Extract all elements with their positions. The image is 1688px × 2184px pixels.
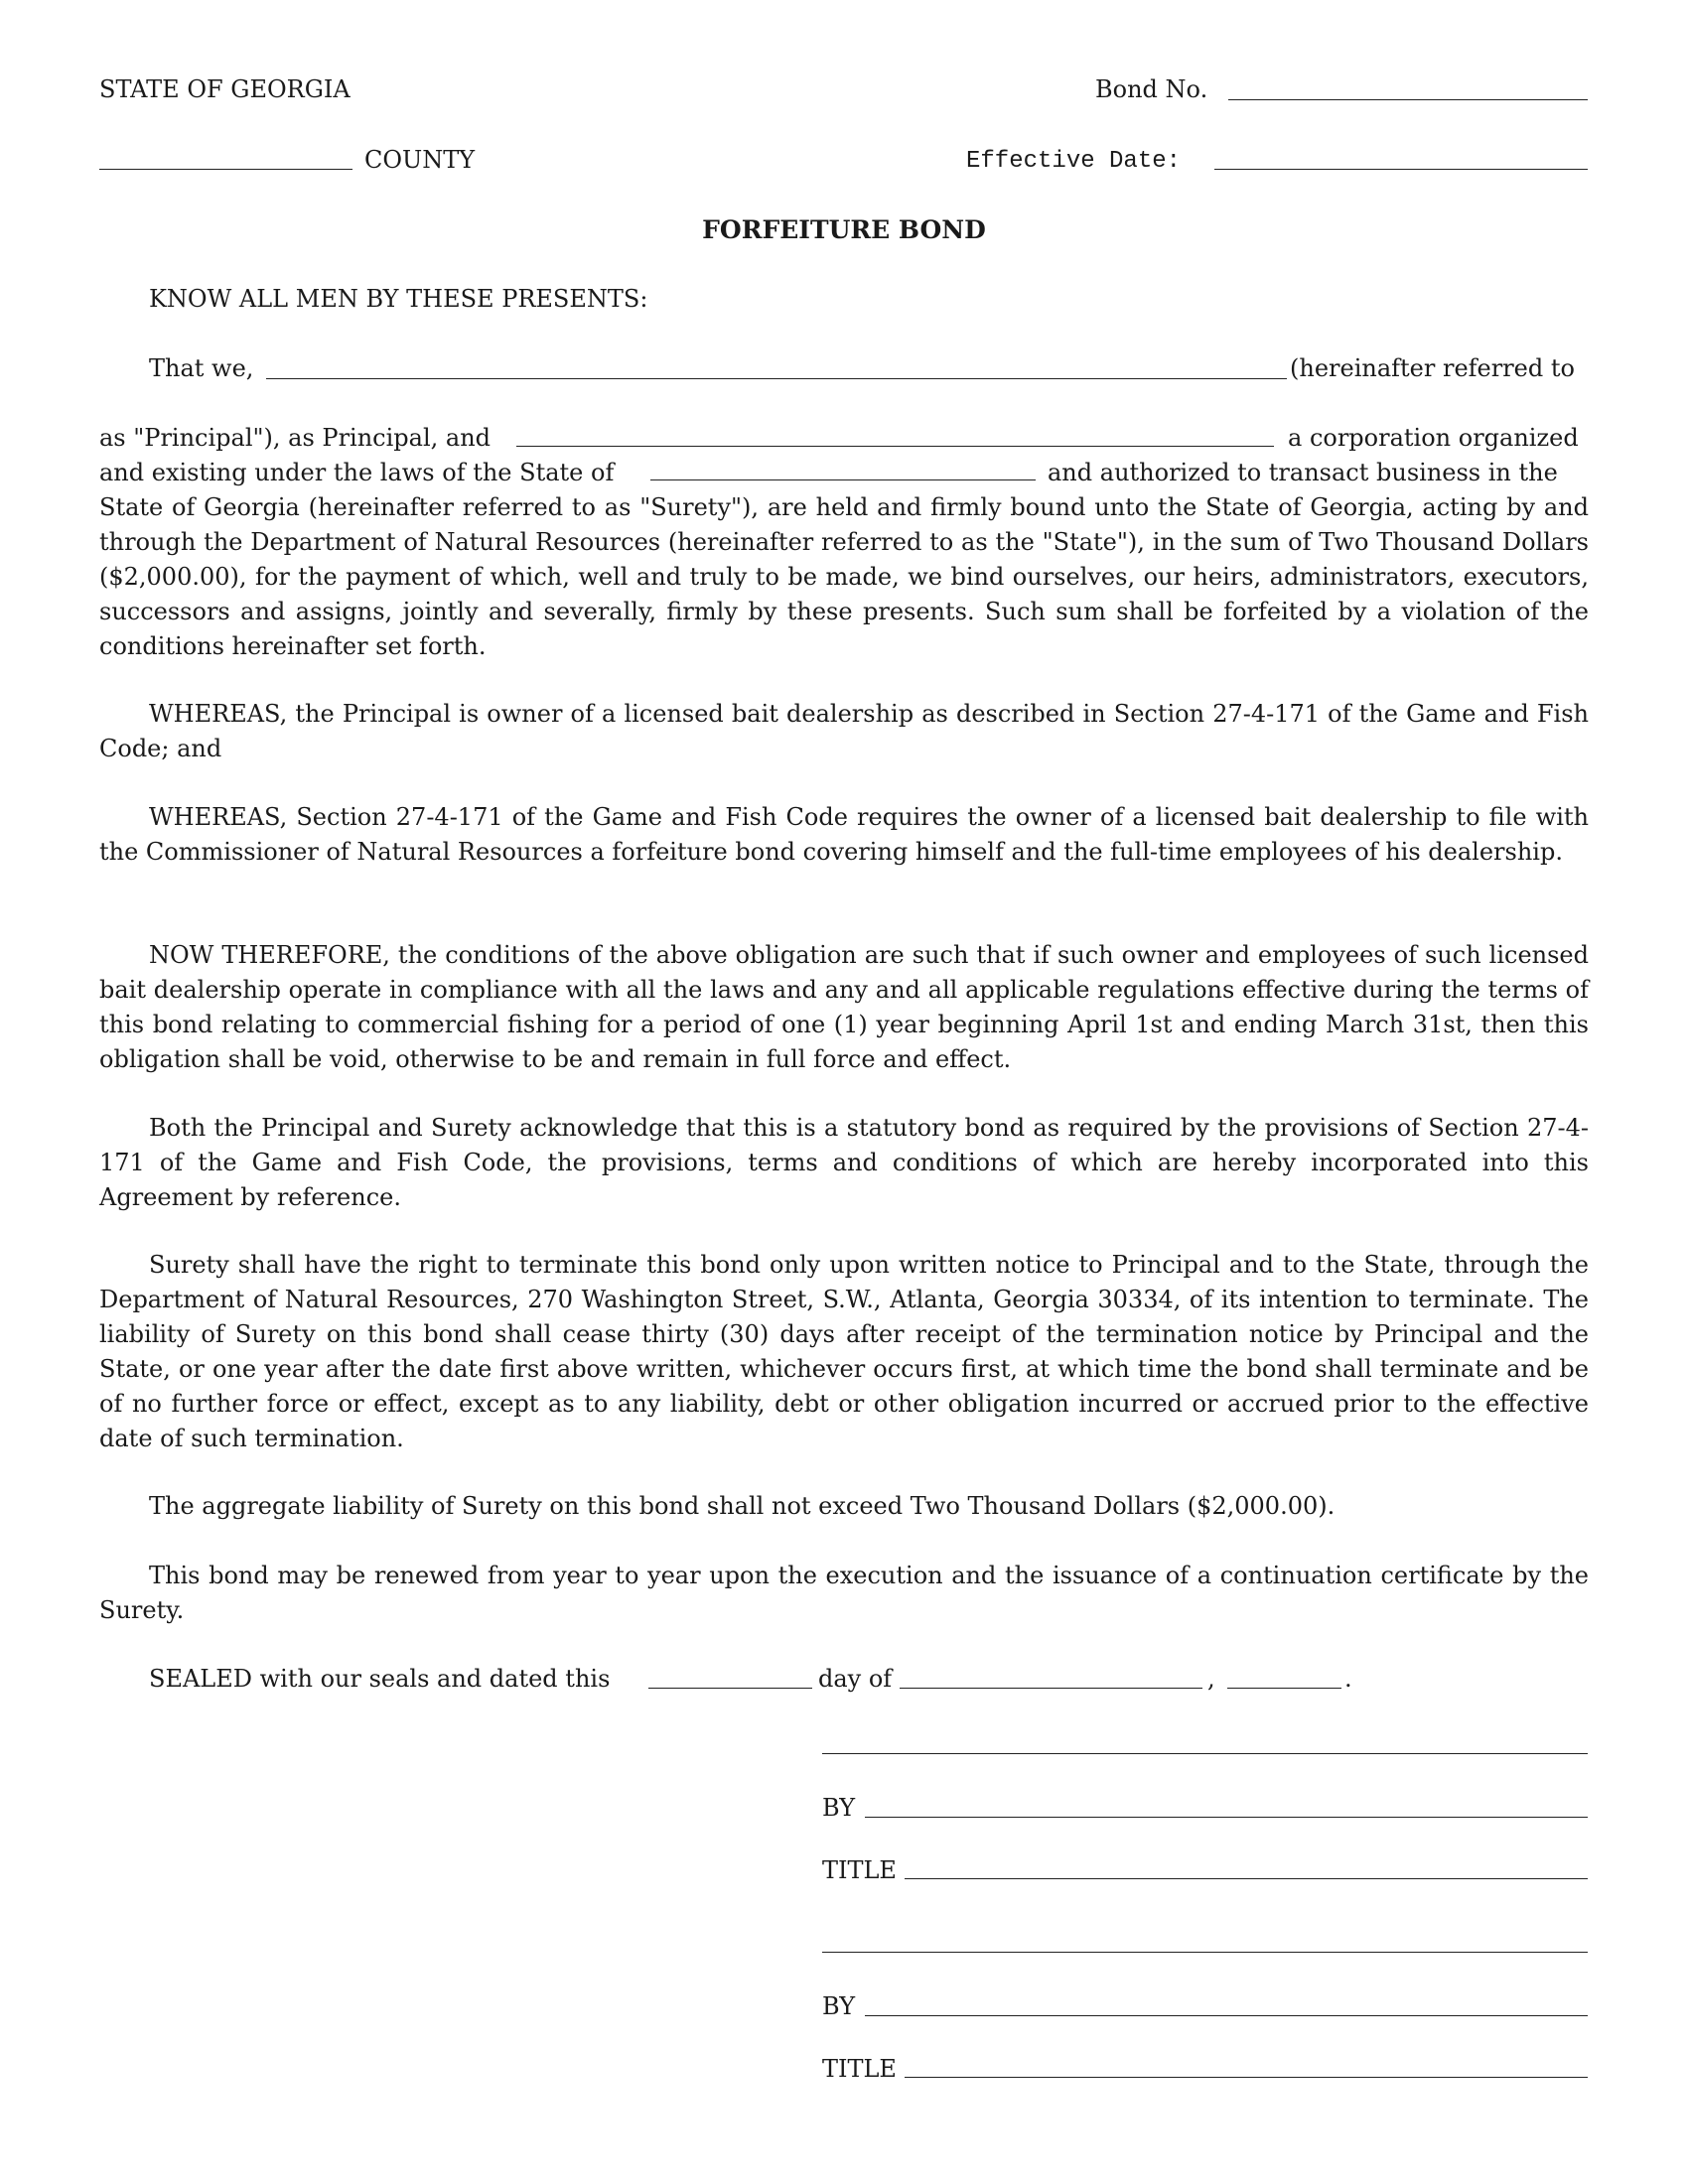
title-field-2[interactable]	[905, 2077, 1588, 2078]
by-field-1[interactable]	[865, 1817, 1588, 1818]
state-heading: STATE OF GEORGIA	[99, 75, 351, 103]
title-field-1[interactable]	[905, 1878, 1588, 1879]
both-text: Both the Principal and Surety acknowledge that this is a statutory bond as required by the provisions of Section 27-4-171 of the Game and Fish Code, the provisions, terms and conditions of which are hereby incorporated into this Agreement by reference.	[99, 1114, 1589, 1211]
signature-line-1[interactable]	[822, 1753, 1588, 1754]
both-paragraph	[99, 1111, 1589, 1215]
now-therefore-text: NOW THEREFORE, the conditions of the above obligation are such that if such owner and employees of such licensed bait dealership operate in compliance with all the laws and any and all applicable regulations effective during the terms of this bond relating to commercial fishing for a period of one (1) year beginning April 1st and ending March 31st, then this obligation shall be void, otherwise to be and remain in full force and effect.	[99, 941, 1589, 1073]
sealed-comma: ,	[1207, 1665, 1215, 1693]
hereinafter-text: (hereinafter referred to	[1290, 354, 1575, 382]
whereas-2-text: WHEREAS, Section 27-4-171 of the Game and Fish Code requires the owner of a licensed bait dealership to file with the Commissioner of Natural Resources a forfeiture bond covering himself and the full-time employees of his dealership.	[99, 803, 1589, 866]
signature-line-2[interactable]	[822, 1952, 1588, 1953]
bond-no-field[interactable]	[1228, 99, 1588, 100]
day-of-label: day of	[818, 1665, 893, 1693]
whereas-1-text: WHEREAS, the Principal is owner of a licensed bait dealership as described in Section 27-4-171 of the Game and Fish Code; and	[99, 700, 1589, 762]
sealed-label: SEALED with our seals and dated this	[149, 1665, 611, 1693]
aggregate-text: The aggregate liability of Surety on this bond shall not exceed Two Thousand Dollars ($2,000.00).	[149, 1492, 1336, 1520]
effective-date-field[interactable]	[1214, 169, 1588, 170]
surety-right-paragraph	[99, 1248, 1589, 1456]
and-existing-text: and existing under the laws of the State of	[99, 459, 615, 486]
authorized-text: and authorized to transact business in the	[1048, 459, 1558, 486]
now-therefore-paragraph	[99, 938, 1589, 1077]
sealed-year-field[interactable]	[1227, 1688, 1341, 1689]
sealed-day-field[interactable]	[648, 1688, 812, 1689]
effective-date-label: Effective Date:	[966, 148, 1182, 175]
county-field[interactable]	[99, 169, 352, 170]
renewed-text: This bond may be renewed from year to year upon the execution and the issuance of a continuation certificate by the Surety.	[99, 1562, 1589, 1624]
aggregate-paragraph	[99, 1489, 1589, 1524]
surety-state-field[interactable]	[650, 479, 1036, 480]
that-we-label: That we,	[149, 354, 254, 382]
sealed-period: .	[1344, 1665, 1352, 1693]
by-field-2[interactable]	[865, 2015, 1588, 2016]
corporation-text: a corporation organized	[1288, 424, 1579, 452]
title-label-2: TITLE	[822, 2055, 897, 2083]
surety-name-field[interactable]	[516, 446, 1274, 447]
whereas-paragraph-2	[99, 800, 1589, 870]
as-principal-text: as "Principal"), as Principal, and	[99, 424, 492, 452]
county-label: COUNTY	[364, 146, 476, 174]
by-label-1: BY	[822, 1794, 856, 1822]
by-label-2: BY	[822, 1992, 856, 2020]
renewed-paragraph	[99, 1559, 1589, 1628]
principal-name-field[interactable]	[266, 378, 1287, 379]
bond-no-label: Bond No.	[1095, 75, 1208, 103]
document-title: FORFEITURE BOND	[702, 215, 986, 244]
surety-right-text: Surety shall have the right to terminate this bond only upon written notice to Principal and to the State, through the Department of Natural Resources, 270 Washington Street, S.W., Atlanta, Georgia 30334, of its intention to terminate. The liability of Surety on this bond shall cease thirty (30) days after receipt of the termination notice by Principal and the State, or one year after the date first above written, whichever occurs first, at which time the bond shall terminate and be of no further force or effect, except as to any liability, debt or other obligation incurred or accrued prior to the effective date of such termination.	[99, 1251, 1589, 1452]
principal-body: State of Georgia (hereinafter referred to as "Surety"), are held and firmly bound unto the State of Georgia, acting by and through the Department of Natural Resources (hereinafter referred to as the "State"), in the sum of Two Thousand Dollars ($2,000.00), for the payment of which, well and truly to be made, we bind ourselves, our heirs, administrators, executors, successors and assigns, jointly and severally, firmly by these presents. Such sum shall be forfeited by a violation of the conditions hereinafter set forth.	[99, 493, 1589, 660]
whereas-paragraph-1	[99, 697, 1589, 766]
title-label-1: TITLE	[822, 1856, 897, 1884]
sealed-month-field[interactable]	[900, 1688, 1202, 1689]
know-all-men: KNOW ALL MEN BY THESE PRESENTS:	[149, 285, 648, 313]
